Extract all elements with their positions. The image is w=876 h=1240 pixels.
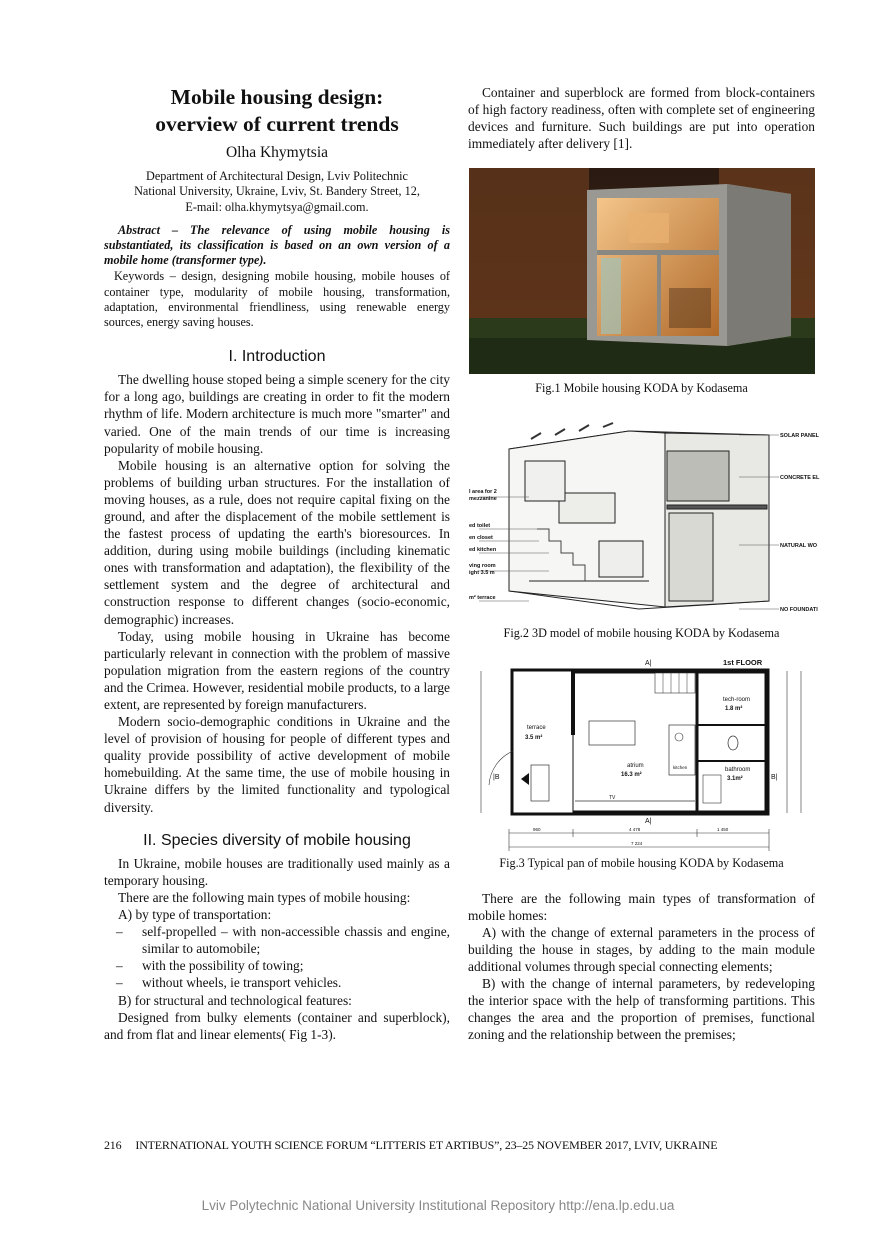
author-name: Olha Khymytsia: [225, 144, 329, 161]
label-section-b-left: |B: [492, 773, 499, 781]
paragraph: Container and superblock are formed from block-containers of high factory readiness, often with complete set of engineering devices and furniture. Such buildings are put into operation immediately after delivery [1].: [468, 85, 815, 152]
dimension-a: 960: [532, 826, 541, 832]
label-tv: TV: [608, 794, 615, 801]
label-kitchen: kitchen: [672, 764, 687, 770]
label-atrium-area: 16.3 m²: [620, 771, 642, 778]
label-tech-room: tech-room: [722, 696, 750, 703]
label-mezzanine: mezzanine: [468, 496, 497, 503]
label-bathroom: bathroom: [724, 766, 750, 773]
label-1st-floor: 1st FLOOR: [722, 657, 762, 667]
figure-koda-photo: [469, 168, 815, 374]
label-section-b-right: B|: [770, 773, 777, 781]
label-tech-room-area: 1.8 m²: [724, 705, 742, 712]
paragraph: A) with the change of external parameters in the process of building the house in stages, by adding to the main module additional volumes through special connecting elements;: [468, 924, 815, 975]
page-footer: [104, 1138, 731, 1153]
label-height: ight 3.5 m: [468, 570, 495, 577]
keywords: Keywords – design, designing mobile housing, mobile houses of container type, modularity of mobile housing, transformation, adaptation, environmental friendliness, using renewable energy sources, energy saving houses.: [104, 269, 450, 329]
footer-conference: INTERNATIONAL YOUTH SCIENCE FORUM “LITTERIS ET ARTIBUS”, 23–25 NOVEMBER 2017, LVIV, UKRAINE: [135, 1138, 718, 1152]
dimension-total: 7 224: [630, 840, 642, 846]
right-column: [468, 84, 819, 1044]
paragraph: Today, using mobile housing in Ukraine has become particularly relevant in connection with the problem of massive population migration from the eastern regions of the country and the Crimea. However, residential mobile products, to a large extent, are represented by foreign manufacturers.: [104, 628, 450, 712]
abstract: Abstract – The relevance of using mobile housing is substantiated, its classification is based on an own version of a mobile home (transformer type).: [104, 222, 450, 268]
label-terrace-area: 3.5 m²: [524, 734, 542, 741]
list-item: – with the possibility of towing;: [104, 957, 450, 974]
paragraph: There are the following main types of mobile housing:: [118, 889, 411, 905]
paragraph: Mobile housing is an alternative option for solving the problems of building urban structures. For the installation of moving houses, as a rule, does not require capital fixing on the ground, and after the displacement of the mobile settlement is the fastest process of updating the earth's bioresources. In addition, during using mobile buildings (including kinematic ones with transformation and adaptation), the flexibility of the settlement system and the degree of architectural and construction response to different changes (socio-economic, demographic) increases.: [104, 457, 450, 627]
label-area: l area for 2: [468, 489, 497, 496]
paragraph: Modern socio-demographic conditions in Ukraine and the level of provision of housing for people of different types and quality provide possibility of active development of mobile homebuilding. At the same time, the use of mobile housing in Ukraine differs by the limited functionality and typological diversity.: [104, 714, 450, 815]
section-heading-introduction: I. Introduction: [228, 348, 326, 366]
figure-koda-3d-model: [468, 421, 819, 623]
dimension-b: 4 478: [628, 826, 640, 832]
paragraph: B) with the change of internal parameters, by redeveloping the interior space with the help of transforming partitions. This changes the area and the proportion of premises, functional zoning and the relationship between the premises;: [468, 976, 815, 1043]
paragraph: Designed from bulky elements (container and superblock), and from flat and linear elements( Fig 1-3).: [104, 1009, 450, 1042]
dash-bullet: –: [116, 924, 123, 940]
paper-title: Mobile housing design: overview of current trends: [155, 85, 399, 136]
paragraph: B) for structural and technological features:: [118, 992, 352, 1008]
label-natural-wood: NATURAL WO: [779, 543, 817, 550]
figure-2-caption: Fig.2 3D model of mobile housing KODA by Kodasema: [503, 626, 780, 641]
figure-1-caption: Fig.1 Mobile housing KODA by Kodasema: [535, 381, 748, 396]
label-section-a-top: A|: [644, 659, 651, 667]
label-concrete: CONCRETE EL: [779, 475, 819, 482]
label-terrace: m² terrace: [468, 595, 496, 602]
paragraph: In Ukraine, mobile houses are traditionally used mainly as a temporary housing.: [104, 855, 450, 888]
paragraph: The dwelling house stoped being a simple scenery for the city for a long ago, buildings are creating in order to fit the modern rhythm of life. Modern architecture is much more "smarter" and varied. One of the main trends of our time is increasing popularity of mobile housing.: [104, 372, 450, 456]
page-number: 216: [104, 1138, 122, 1152]
paragraph: A) by type of transportation:: [118, 907, 272, 923]
repository-watermark: Lviv Polytechnic National University Institutional Repository http://ena.lp.edu.ua: [201, 1198, 675, 1213]
list-item: – self-propelled – with non-accessible chassis and engine, similar to automobile;: [104, 923, 450, 957]
list-item: – without wheels, ie transport vehicles.: [104, 974, 450, 991]
label-bathroom-area: 3.1m²: [726, 775, 743, 782]
label-closet: en closet: [468, 535, 493, 542]
label-toilet: ed toilet: [468, 523, 490, 530]
label-living-room: ving room: [468, 563, 496, 570]
figure-koda-floor-plan: [469, 655, 815, 855]
figure-3-caption: Fig.3 Typical pan of mobile housing KODA by Kodasema: [499, 855, 784, 870]
affiliation: Department of Architectural Design, Lviv Politechnic National University, Ukraine, Lviv, St. Bandery Street, 12, E-mail: olha.khymytsya@gmail.com.: [134, 169, 420, 214]
dimension-c: 1 450: [716, 826, 728, 832]
left-column: [104, 84, 450, 1043]
section-heading-species: II. Species diversity of mobile housing: [143, 831, 411, 849]
dash-bullet: –: [116, 958, 123, 974]
label-solar-panel: SOLAR PANEL: [779, 433, 819, 440]
dash-bullet: –: [116, 975, 123, 991]
label-terrace: terrace: [526, 724, 546, 731]
label-foundation: NO FOUNDATI: [779, 607, 818, 614]
label-atrium: atrium: [626, 762, 644, 769]
paragraph: There are the following main types of transformation of mobile homes:: [468, 890, 815, 923]
label-kitchen: ed kitchen: [468, 547, 496, 554]
label-section-a-bottom: A|: [644, 817, 651, 825]
